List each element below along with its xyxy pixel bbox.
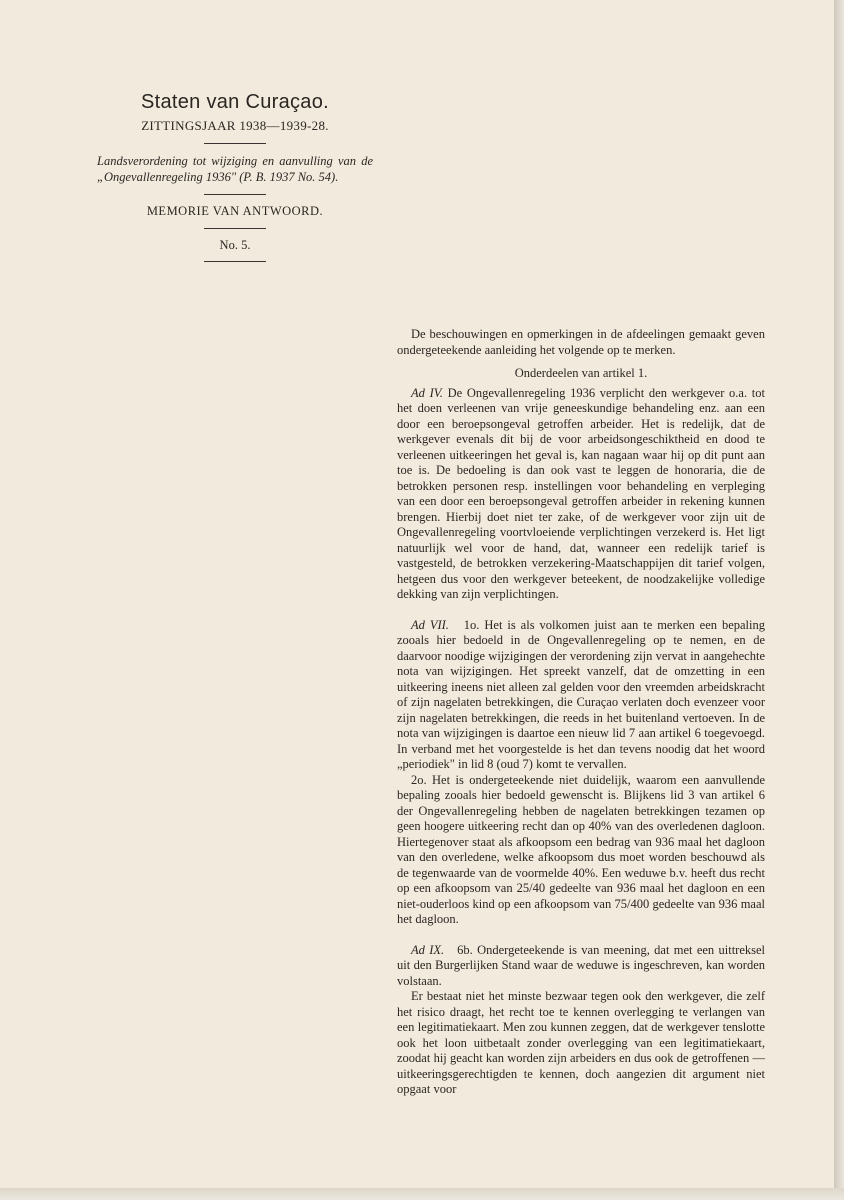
ad-ix-1-text: 6b. Ondergeteekende is van meening, dat met een uittreksel uit den Burgerlijken Stand waar de weduwe is ingeschreven, kan worden volstaan. <box>397 942 766 988</box>
ad-iv-text: De Ongevallenregeling 1936 verplicht den werkgever o.a. tot het doen verleenen van vrije geneeskundige behandeling enz. aan een door een beroepsongeval getroffen arbeider. Het is redelijk, dat de werkgever evenals dit bij de voor arbeidsongeschiktheid en dood te verleenen uitkeeringen het geval is, kan nagaan waar hij op dit punt aan toe is. De bedoeling is dan ook vast te leggen de honoraria, die de betrokken personen resp. instellingen voor behandeling en verpleging van een door een beroepsongeval getroffen arbeider in rekening kunnen brengen. Hierbij doet niet ter zake, of de werkgever voor zijn uit de Ongevallenregeling voortvloeiende verplichtingen verzekerd is. Het ligt natuurlijk wel voor de hand, dat, wanneer een redelijk tarief is vastgesteld, de betrokken verzekering-Maatschappijen dit tarief volgen, hetgeen dus voor den werkgever beteekent, de noodzakelijke volledige dekking van zijn verplichtingen. <box>397 385 765 601</box>
ad-ix-label: Ad IX. <box>411 942 445 957</box>
section-heading: Onderdeelen van artikel 1. <box>514 366 648 380</box>
ad-iv-paragraph <box>397 386 765 603</box>
number-divider <box>204 261 266 262</box>
document-number: No. 5. <box>219 238 251 252</box>
ad-vii-1-text: 1o. Het is als volkomen juist aan te merken een bepaling zooals hier bedoeld in de Ongevallenregeling op te nemen, en de daarvoor noodige wijzigingen der verordening zijn vervat in aangehechte nota van wijzigingen. Het spreekt vanzelf, dat de omzetting in een uitkeering ineens niet alleen zal gelden voor den vreemden arbeidskracht of zijn nagelaten betrekkingen, die Curaçao verlaten doch evenzeer voor zijn nagelaten betrekkingen, die reeds in het buitenland vertoeven. In de nota van wijzigingen is daartoe een nieuw lid 7 aan artikel 6 toegevoegd. In verband met het voorgestelde is het dan tevens noodig dat het woord „periodiek" in lid 8 (oud 7) komt te vervallen. <box>397 617 765 771</box>
page-edge-shadow <box>834 0 844 1200</box>
ordinance-subject: Landsverordening tot wijziging en aanvulling van de „Ongevallenregeling 1936" (P. B. 1937 No. 54). <box>97 154 373 184</box>
intro-paragraph: De beschouwingen en opmerkingen in de afdeelingen gemaakt geven ondergeteekende aanleiding het volgende op te merken. <box>397 327 765 357</box>
ad-vii-label: Ad VII. <box>411 617 449 632</box>
header-divider <box>204 143 266 144</box>
type-divider <box>204 228 266 229</box>
session-year: ZITTINGSJAAR 1938—1939-28. <box>141 118 329 133</box>
ad-ix-paragraph-2: Er bestaat niet het minste bezwaar tegen ook den werkgever, die zelf het risico draagt, het recht toe te kennen overlegging te verlangen van een legitimatiekaart. Men zou kunnen zeggen, dat de werkgever tenslotte ook het loon uitbetaalt zonder overlegging van een legitimatiekaart, zoodat hij geacht kan worden zijn arbeiders en dus ook de getroffenen — uitkeeringsgerechtigden te kennen, doch aangezien dit argument niet opgaat voor <box>397 989 765 1096</box>
page-bottom-edge <box>0 1188 844 1200</box>
document-body <box>397 327 765 1098</box>
document-header <box>70 88 400 271</box>
ad-vii-paragraph-1 <box>397 618 765 773</box>
document-type: MEMORIE VAN ANTWOORD. <box>146 204 324 218</box>
ad-vii-paragraph-2: 2o. Het is ondergeteekende niet duidelijk, waarom een aanvullende bepaling zooals hier bedoeld gewenscht is. Blijkens lid 3 van artikel 6 der Ongevallenregeling hebben de nagelaten betrekkingen tezamen op geen hoogere uitkeering recht dan op 40% van des overledenen dagloon. Hiertegenover staat als afkoopsom een bedrag van 936 maal het dagloon van den overledene, welke afkoopsom dus moet worden beschouwd als de tegenwaarde van de voormelde 40%. Een weduwe b.v. heeft dus recht op een afkoopsom van 25/40 gedeelte van 936 maal het dagloon en een niet-ouderloos kind op een afkoopsom van 75/400 gedeelte van 936 maal het dagloon. <box>397 772 765 926</box>
ad-iv-label: Ad IV. <box>411 385 443 400</box>
document-title: Staten van Curaçao. <box>140 91 330 113</box>
ad-ix-paragraph-1 <box>397 943 765 990</box>
subject-divider <box>204 194 266 195</box>
